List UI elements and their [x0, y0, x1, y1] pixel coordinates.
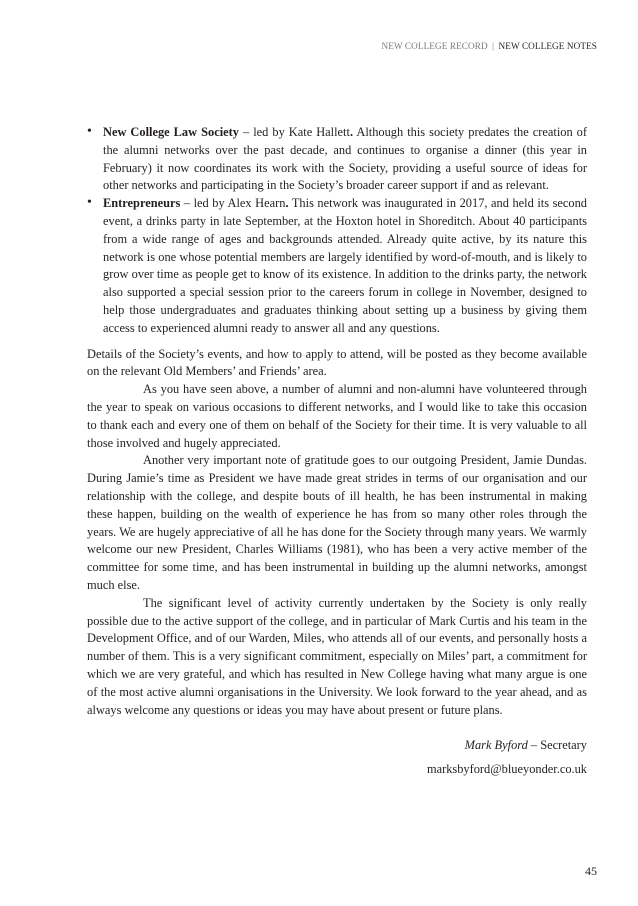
item-text: This network was inaugurated in 2017, and held its second event, a drinks party in late September, at the Hoxton hotel in Shoreditch. About 40 participants from a wide range of ages and backgrounds attended. Already quite active, by its nature this network is one whose potential members are largely identified by word-of-mouth, and is likely to grow over time as people get to know of its existence. In addition to the drinks party, the network also supported a special session prior to the careers forum in college in November, designed to help those undergraduates and graduates thinking about setting up a business by giving them access to experienced alumni ready to answer all and any questions. [103, 196, 587, 335]
list-item [87, 124, 587, 195]
item-lead: – led by Alex Hearn [180, 196, 286, 211]
paragraph: As you have seen above, a number of alumni and non-alumni have volunteered through the year to speak on various occasions to different networks, and I would like to take this occasion to thank each and every one of them on behalf of the Society for their time. It is very valuable to all those involved and hugely appreciated. [87, 382, 587, 450]
article-body [87, 124, 587, 779]
section-title: NEW COLLEGE NOTES [498, 41, 597, 51]
item-lead: – led by Kate Hallett [238, 125, 350, 139]
item-title: New College Law Society [103, 125, 239, 139]
bullet-icon: • [87, 124, 92, 139]
item-title: Entrepreneurs [103, 196, 181, 211]
publication-title: NEW COLLEGE RECORD [381, 41, 488, 51]
bullet-icon: • [87, 195, 92, 211]
signatory-email: marksbyford@blueyonder.co.uk [426, 762, 587, 777]
paragraph: Another very important note of gratitude goes to our outgoing President, Jamie Dundas. During Jamie’s time as President we have made great strides in terms of our organisation and our relationship with the college, and despite bouts of ill health, he has been instrumental in making these happen, building on the wealth of experience he has from so many other roles through the years. We are hugely appreciative of all he has done for the Society through many years. We warmly welcome our new President, Charles Williams (1981), who has been a very active member of the committee for some time, and has been instrumental in building up the alumni networks, amongst much else. [87, 453, 587, 592]
signatory-name: Mark Byford [464, 738, 528, 753]
signatory-role: – Secretary [527, 738, 587, 753]
page-number: 45 [585, 864, 597, 878]
running-head [381, 41, 597, 51]
signature-block [87, 737, 587, 779]
paragraph: The significant level of activity currently undertaken by the Society is only really possible due to the active support of the college, and in particular of Mark Curtis and his team in the Development Office, and of our Warden, Miles, who attends all of our events, and personally hosts a number of them. This is a very significant commitment, especially on Miles’ part, a commitment for which we are very grateful, and which has resulted in New College having what many argue is one of the most active alumni organisations in the University. We look forward to the year ahead, and as always welcome any questions or ideas you may have about present or future plans. [87, 595, 587, 717]
network-list [87, 124, 587, 338]
item-punct: . [349, 125, 354, 139]
header-separator: | [492, 41, 495, 51]
list-item [87, 195, 587, 337]
item-punct: . [285, 196, 289, 211]
item-text: Although this society predates the creation of the alumni networks over the past decade, and continues to organise a dinner (this year in February) it now coordinates its work with the Society, providing a useful source of ideas for other networks and participating in the Society’s broader career support if and as relevant. [103, 125, 587, 193]
paragraph: Details of the Society’s events, and how to apply to attend, will be posted as they become available on the relevant Old Members’ and Friends’ area. [87, 346, 587, 379]
